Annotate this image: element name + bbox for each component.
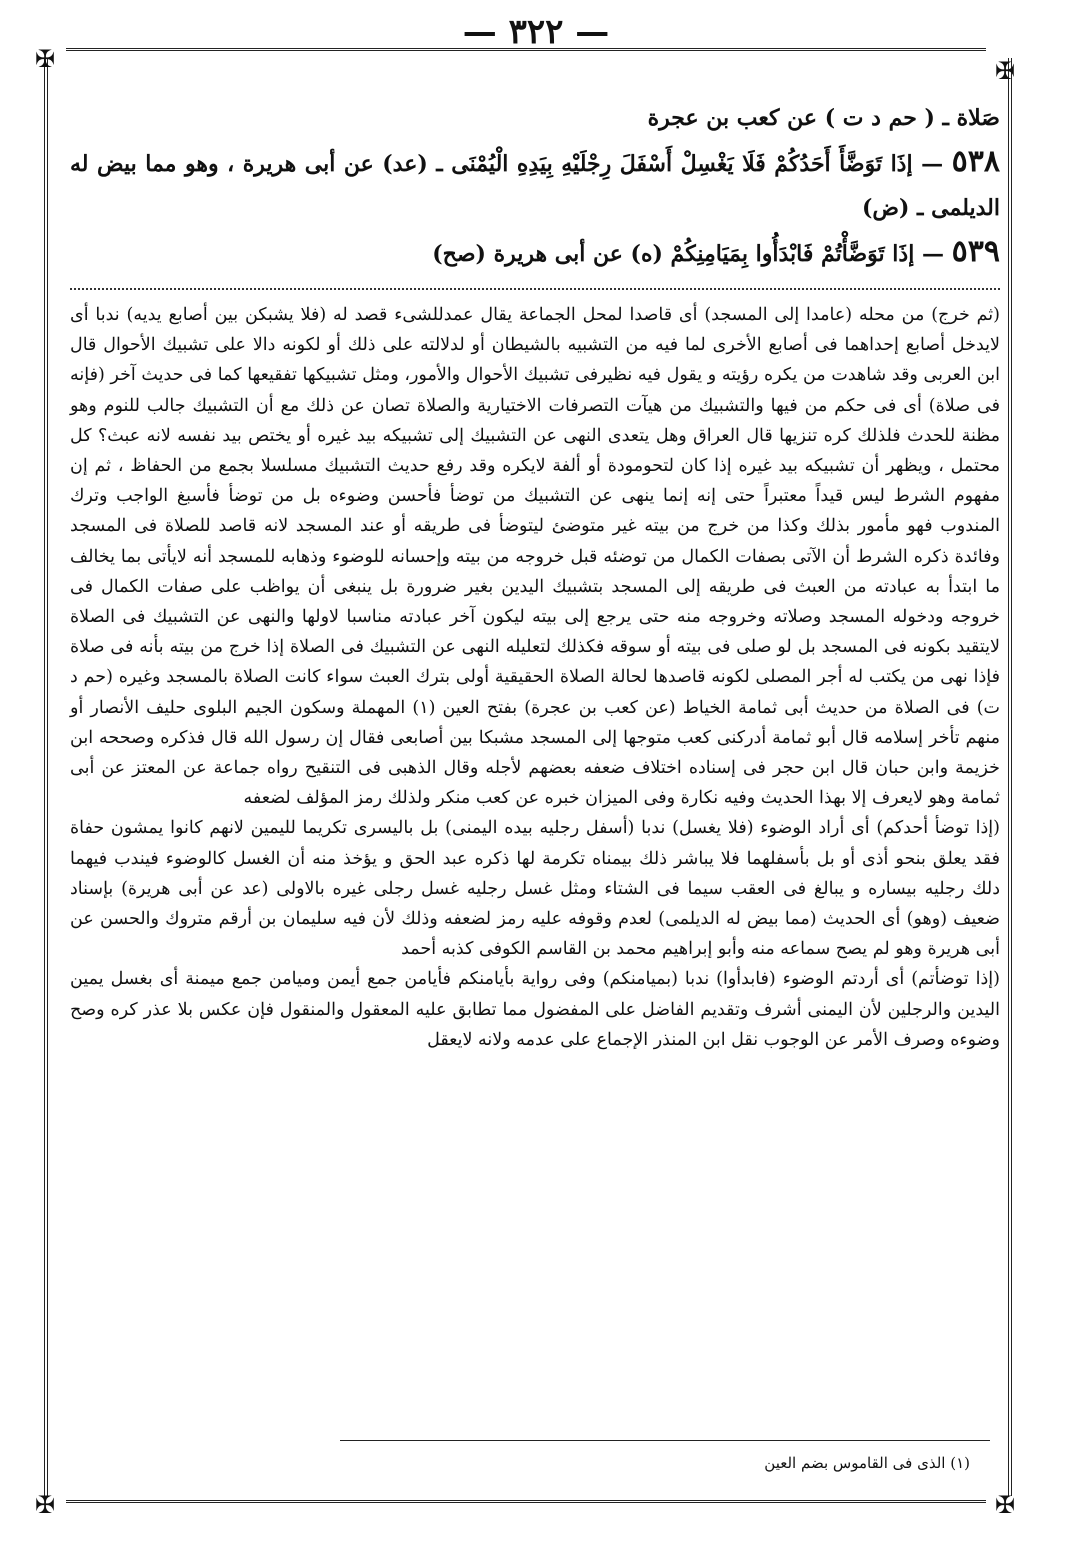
page-content <box>70 96 1000 1055</box>
hadith-continuation <box>70 96 1000 140</box>
footnote: (١) الذى فى القاموس بضم العين <box>764 1454 970 1472</box>
hadith-text: صَلاة ـ ( حم د ت ) عن كعب بن عجرة <box>647 105 1000 131</box>
bottom-border <box>66 1500 986 1503</box>
hadith-entry <box>70 230 1000 276</box>
footnote-divider <box>340 1440 990 1441</box>
top-border <box>66 48 986 51</box>
hadith-entry <box>70 140 1000 230</box>
corner-ornament-icon: ✠ <box>34 45 56 73</box>
hadith-number: ٥٣٩ <box>951 234 1000 269</box>
hadith-number: ٥٣٨ <box>951 144 1000 179</box>
hadith-text: — إذَا تَوَضَّأَ أَحَدُكُمْ فَلَا يَغْسِلْ أَسْفَلَ رِجْلَيْهِ بِيَدِهِ الْيُمْنَى ـ (عد) عن أبى هريرة ، وهو مما بيض له الديلمى ـ (ض) <box>70 151 1000 221</box>
commentary-paragraph: (إذا توضأتم) أى أردتم الوضوء (فابدأوا) ندبا (بميامنكم) وفى رواية بأيامنكم فأيامن جمع أيمن وميامن جمع ميمنة أى بغسل يمين اليدين والرجلين لأن اليمنى أشرف وتقديم الفاضل على المفضول مما تطابق عليه المعقول والمنقول فإن عكس بلا عذر كره وصح وضوءه وصرف الأمر عن الوجوب نقل ابن المنذر الإجماع على عدمه ولانه لايعقل <box>70 969 1000 1050</box>
corner-ornament-icon: ✠ <box>994 57 1016 85</box>
hadith-block <box>70 96 1000 276</box>
commentary-paragraph: (ثم خرج) من محله (عامدا إلى المسجد) أى قاصدا لمحل الجماعة يقال عمدللشىء قصد له (فلا يشبكن بين أصابع يديه) ندبا أى لايدخل أصابع إحداهما فى أصابع الأخرى لما فيه من التشبيه بالشيطان أو لدلالته على ذلك أو لكونه دالا على تشبيك الأحوال قال ابن العربى وقد شاهدت من يكره رؤيته و يقول فيه نظيرفى تشبيك الأحوال والأمور، ومثل تشبيكها تفقيعها كما فى حديث آخر (فإنه فى صلاة) أى فى حكم من فيها والتشبيك من هيآت التصرفات الاختيارية والصلاة تصان عن ذلك مع أن التشبيك جالب للنوم وهو مظنة للحدث فلذلك كره تنزيها قال العراق وهل يتعدى النهى عن التشبيك إلى تشبيكه بيد غيره أو يختص بيد نفسه لانه عبث؟ كل محتمل ، ويظهر أن تشبيكه بيد غيره إذا كان لتحومودة أو ألفة لايكره وقد رفع حديث التشبيك مسلسلا بجمع من الحفاظ ، ثم إن مفهوم الشرط ليس قيداً معتبراً حتى إنه إنما ينهى عن التشبيك من توضأ فأحسن وضوءه بل من توضأ فأسبغ الواجب وترك المندوب فهو مأمور بذلك وكذا من خرج من بيته غير متوضئ ليتوضأ فى طريقه أو عند المسجد لانه قاصد للصلاة فى المسجد وفائدة ذكره الشرط أن الآتى بصفات الكمال من توضئه قبل خروجه من بيته وإحسانه للوضوء وذهابه للمسجد أنه لايأتى بما يخالف ما ابتدأ به عبادته من العبث فى طريقه إلى المسجد بتشبيك اليدين بغير ضرورة بل ينبغى أن يواظب على صفات الكمال فى خروجه ودخوله المسجد وصلاته وخروجه منه حتى يرجع إلى بيته ليكون آخر عبادته مناسبا لاولها والنهى عن التشبيك فى الصلاة لايتقيد بكونه فى المسجد بل لو صلى فى بيته أو سوقه فكذلك لتعليله النهى عن التشبيك فى الصلاة إذا خرج من بيته بأنه فى صلاة فإذا نهى من يكتب له أجر المصلى لكونه قاصدها لحالة الصلاة الحقيقية أولى بترك العبث سواء كانت الصلاة بالمسجد وغيره (حم د ت) فى الصلاة من حديث أبى ثمامة الخياط (عن كعب بن عجرة) بفتح العين (١) المهملة وسكون الجيم البلوى حليف الأنصار أو منهم تأخر إسلامه قال أبو ثمامة أدركنى كعب متوجها إلى المسجد مشبكا بين أصابعى فقال إن رسول الله قال فذكره وصححه ابن خزيمة وابن حبان قال ابن حجر فى إسناده اختلاف ضعفه بعضهم لأجله وقال الذهبى فى التنقيح رواه جماعة عن المعتز عن أبى ثمامة وهو لايعرف إلا بهذا الحديث وفيه نكارة وفى الميزان خبره عن كعب منكر ولذلك رمز المؤلف لضعفه <box>70 305 1000 809</box>
corner-ornament-icon: ✠ <box>34 1491 56 1519</box>
page-number: — ٣٢٢ — <box>462 12 610 52</box>
commentary-paragraph: (إذا توضأ أحدكم) أى أراد الوضوء (فلا يغسل) ندبا (أسفل رجليه بيده اليمنى) بل باليسرى تكريما لليمين لانهم كانوا يمشون حفاة فقد يعلق بنحو أذى أو بل بأسفلهما فلا يباشر ذلك بيمناه تكرمة لها ذكره عبد الحق و يؤخذ منه أن الغسل كالوضوء فيندب فيهما دلك رجليه بيساره و يبالغ فى العقب سيما فى الشتاء ومثل غسل رجليه غسل رجلى غيره بالاولى (عد عن أبى هريرة) بإسناد ضعيف (وهو) أى الحديث (مما بيض له الديلمى) لعدم وقوفه عليه رمز لضعفه وذلك لأن فيه سليمان بن أرقم متروك والحسن عن أبى هريرة وهو لم يصح سماعه منه وأبو إبراهيم محمد بن القاسم الكوفى كذبه أحمد <box>70 818 1000 960</box>
commentary <box>70 300 1000 1055</box>
dotted-separator <box>70 288 1000 290</box>
hadith-text: — إذَا تَوَضَّأْتُمْ فَابْدَأُوا بِمَيَامِنِكُمْ (ه) عن أبى هريرة (صح) <box>432 241 944 267</box>
corner-ornament-icon: ✠ <box>994 1491 1016 1519</box>
